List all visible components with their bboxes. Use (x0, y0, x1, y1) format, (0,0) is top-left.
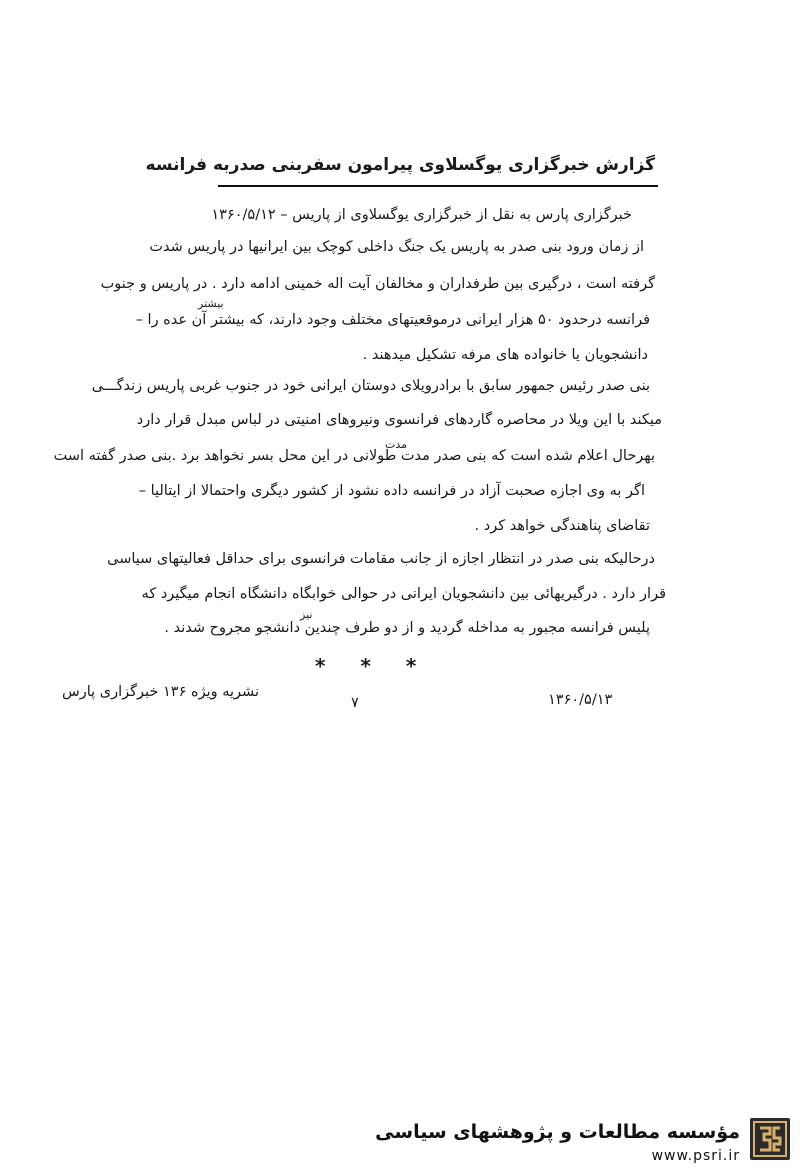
superscript-note-3: نیز (300, 608, 313, 621)
body-line-5: دانشجویان یا خانواده های مرفه تشکیل میدهند . (362, 347, 648, 363)
body-line-2: از زمان ورود بنی صدر به پاریس یک جنگ داخلی کوچک بین ایرانیها در پاریس شدت (149, 239, 644, 255)
institute-url: www.psri.ir (651, 1148, 740, 1164)
body-line-7: میکند با این ویلا در محاصره گاردهای فرانسوی ونیروهای امنیتی در لباس مبدل قرار دارد (136, 412, 662, 428)
title-underline (218, 185, 658, 187)
body-line-3: گرفته است ، درگیری بین طرفداران و مخالفان آیت اله خمینی ادامه دارد . در پاریس و جنوب (100, 276, 655, 292)
psri-logo-icon (750, 1118, 790, 1160)
superscript-note-2: مدت (385, 438, 408, 451)
body-line-9: اگر به وی اجازه صحبت آزاد در فرانسه داده نشود از کشور دیگری واحتمالا از ایتالیا – (138, 483, 645, 499)
body-line-13: پلیس فرانسه مجبور به مداخله گردید و از دو طرف چندین دانشجو مجروح شدند . (164, 620, 650, 636)
institute-name: مؤسسه مطالعات و پژوهشهای سیاسی (375, 1121, 740, 1143)
footer-bulletin: نشریه ویژه ۱۳۶ خبرگزاری پارس (62, 684, 260, 700)
body-line-12: قرار دارد . درگیریهائی بین دانشجویان ایرانی در حوالی خوابگاه دانشگاه انجام میگیرد که (141, 586, 666, 602)
body-line-8: بهرحال اعلام شده است که بنی صدر مدت طولانی در این محل بسر نخواهد برد .بنی صدر گفته است (53, 448, 655, 464)
footer-page-number: ۷ (351, 695, 359, 711)
body-line-11: درحالیکه بنی صدر در انتظار اجازه از جانب مقامات فرانسوی برای حداقل فعالیتهای سیاسی (107, 551, 655, 567)
footer-date: ۱۳۶۰/۵/۱۳ (548, 692, 613, 708)
superscript-note-1: بیشتر (198, 297, 224, 310)
section-separator: * * * (315, 654, 431, 678)
body-line-6: بنی صدر رئیس جمهور سابق با برادرویلای دوستان ایرانی خود در جنوب غربی پاریس زندگـــی (91, 378, 650, 394)
body-line-10: تقاضای پناهندگی خواهد کرد . (474, 518, 650, 534)
body-line-4: فرانسه درحدود ۵۰ هزار ایرانی درموقعیتهای مختلف وجود دارند، که بیشتر آن عده را – (135, 312, 650, 328)
document-title: گزارش خبرگزاری یوگسلاوی پیرامون سفربنی صدربه فرانسه (145, 155, 655, 175)
body-line-1: خبرگزاری پارس به نقل از خبرگزاری یوگسلاوی از پاریس – ۱۳۶۰/۵/۱۲ (211, 207, 632, 223)
